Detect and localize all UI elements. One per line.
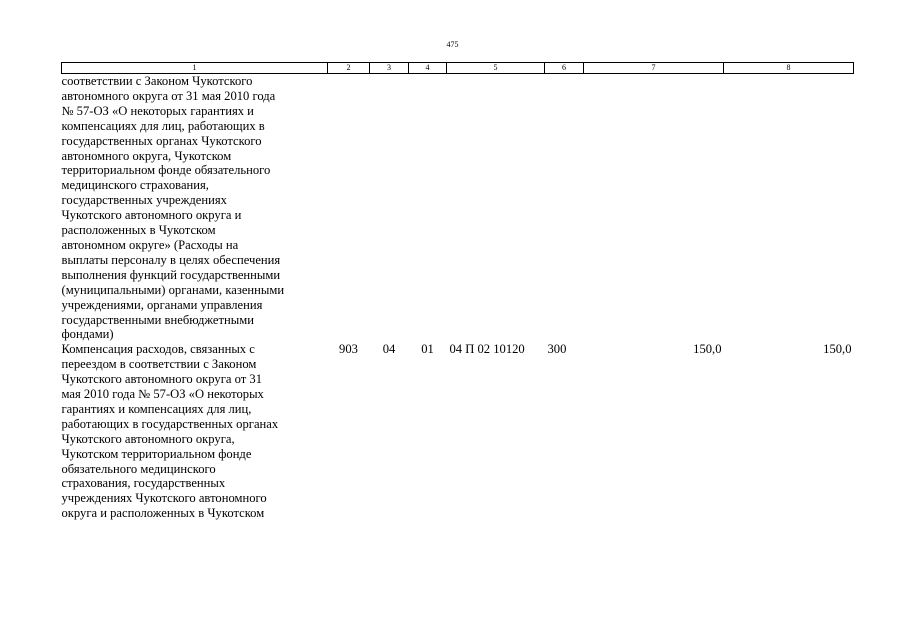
column-header-3: 3 (370, 63, 409, 74)
description-line: автономного округа, Чукотском (61, 148, 232, 163)
row-description (62, 74, 328, 343)
description-line: государственных органах Чукотского (61, 133, 262, 148)
description-line: Чукотского автономного округа от 31 (61, 372, 262, 387)
description-line: Чукотского автономного округа, (61, 431, 235, 446)
description-line: Чукотском территориальном фонде (61, 446, 252, 461)
description-line: учреждениями, органами управления (61, 297, 263, 312)
description-line: выполнения функций государственными (61, 267, 281, 282)
description-line: автономного округа от 31 мая 2010 года (61, 88, 276, 103)
description-line: обязательного медицинского (61, 461, 216, 476)
cell-admin-code (328, 74, 370, 343)
cell-admin-code: 903 (339, 342, 358, 357)
description-line: переездом в соответствии с Законом (61, 357, 257, 372)
budget-table (61, 62, 854, 521)
description-line: Чукотского автономного округа и (61, 208, 242, 223)
cell-amount-col7: 150,0 (693, 342, 722, 357)
cell-amount-col7 (584, 74, 724, 343)
column-header-7: 7 (584, 63, 724, 74)
cell-target-article (447, 74, 545, 343)
row-description (62, 342, 328, 521)
table-row (62, 342, 854, 521)
description-line: государственных учреждениях (61, 193, 227, 208)
description-line: государственными внебюджетными (61, 312, 254, 327)
column-header-2: 2 (328, 63, 370, 74)
description-line: (муниципальными) органами, казенными (61, 282, 285, 297)
description-line: территориальном фонде обязательного (61, 163, 271, 178)
description-line: учреждениях Чукотского автономного (61, 491, 267, 506)
cell-expense-type: 300 (547, 342, 567, 357)
column-header-1: 1 (62, 63, 328, 74)
description-line: № 57-ОЗ «О некоторых гарантиях и (61, 103, 254, 118)
header-row (62, 63, 854, 74)
table-row (62, 74, 854, 343)
description-line: расположенных в Чукотском (61, 223, 216, 238)
cell-section (370, 74, 409, 343)
description-line: работающих в государственных органах (61, 416, 279, 431)
column-header-4: 4 (409, 63, 447, 74)
cell-subsection (409, 74, 447, 343)
description-line: Компенсация расходов, связанных с (61, 342, 255, 357)
description-line: медицинского страхования, (61, 178, 209, 193)
description-line: фондами) (61, 327, 114, 342)
column-header-6: 6 (545, 63, 584, 74)
description-line: выплаты персоналу в целях обеспечения (61, 252, 281, 267)
description-line: соответствии с Законом Чукотского (61, 74, 253, 88)
column-header-5: 5 (447, 63, 545, 74)
cell-expense-type (545, 74, 584, 343)
description-line: компенсациях для лиц, работающих в (61, 118, 265, 133)
cell-amount-col8: 150,0 (823, 342, 852, 357)
cell-target-article: 04 П 02 10120 (449, 342, 525, 357)
description-line: мая 2010 года № 57-ОЗ «О некоторых (61, 387, 264, 402)
description-line: гарантиях и компенсациях для лиц, (61, 401, 252, 416)
column-header-8: 8 (724, 63, 854, 74)
page-number: 475 (446, 40, 459, 49)
description-line: округа и расположенных в Чукотском (61, 506, 265, 521)
cell-section: 04 (382, 342, 396, 357)
description-line: автономном округе» (Расходы на (61, 237, 239, 252)
description-line: страхования, государственных (61, 476, 226, 491)
cell-subsection: 01 (421, 342, 434, 357)
cell-amount-col8 (724, 74, 854, 343)
